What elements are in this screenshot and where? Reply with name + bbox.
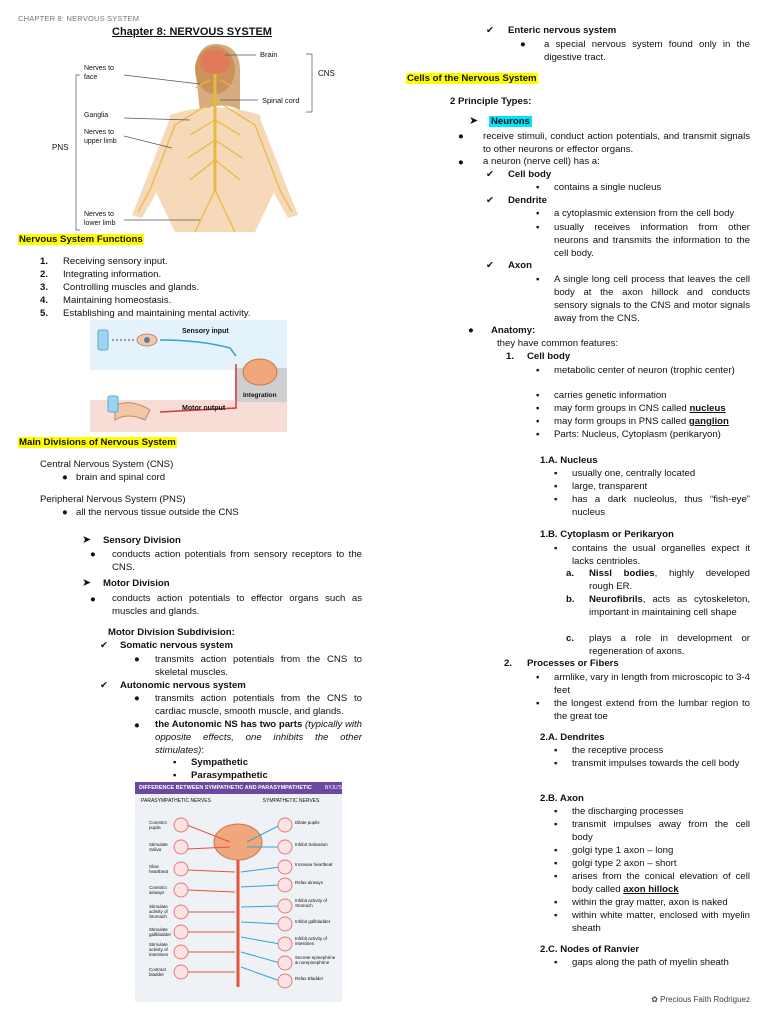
figure3-logo: BYJU'S <box>325 785 342 791</box>
pns-item: Peripheral Nervous System (PNS) <box>40 494 186 505</box>
cells-heading: Cells of the Nervous System <box>407 73 537 84</box>
symp-label-8: Secrete epinephrine & norepinephrine <box>295 955 336 965</box>
sensory-arrow-icon: ➤ <box>82 534 92 546</box>
axon2-5: ▪ arises from the conical elevation of cell body called axon hillock <box>572 870 750 896</box>
function-item-1: 1. <box>40 256 49 267</box>
motor-dot: ● <box>90 594 96 605</box>
label-upper: Nerves to upper limb <box>84 129 117 145</box>
nucleus-heading: 1.A. Nucleus <box>540 455 598 466</box>
label-sensory-input: Sensory input <box>182 328 229 335</box>
sensory-dot: ● <box>90 549 96 560</box>
axon2-6: ▪ within the gray matter, axon is naked <box>572 897 728 909</box>
pf-2: ▪ the longest extend from the lumbar region to the great toe <box>554 697 750 723</box>
neurons-label: Neurons <box>491 116 530 127</box>
dendrite-label: Dendrite <box>508 195 547 206</box>
cns-bullet: brain and spinal cord <box>76 472 166 483</box>
axon2-7: ▪ within white matter, enclosed with myelin sheath <box>572 909 750 935</box>
symp-label-6: Inhibit gallbladder <box>295 919 331 924</box>
cb-item-3: ▪ may form groups in CNS called nucleus <box>554 403 726 415</box>
function-item-5: 5. <box>40 308 49 319</box>
cb-item-5: ▪ Parts: Nucleus, Cytoplasm (perikaryon) <box>554 429 721 441</box>
neuron-text-2: a neuron (nerve cell) has a: <box>483 156 600 167</box>
figure3-title: DIFFERENCE BETWEEN SYMPATHETIC AND PARASYMPATHETIC <box>139 785 312 791</box>
dendrite-text-1: ▪ a cytoplasmic extension from the cell body <box>554 208 734 220</box>
label-lower: Nerves to lower limb <box>84 211 116 227</box>
pf-heading: Processes or Fibers <box>527 658 619 669</box>
nucleus-3: ▪ has a dark nucleolus, thus “fish-eye” nucleus <box>572 493 750 519</box>
autonomic: Autonomic nervous system <box>120 680 246 691</box>
symp-label-1: Dilate pupils <box>295 820 320 825</box>
enteric-text: a special nervous system found only in the digestive tract. <box>544 39 750 63</box>
motor-subdivision: Motor Division Subdivision: <box>108 627 235 638</box>
sensory-text: conducts action potentials from sensory receptors to the CNS. <box>112 549 362 573</box>
function-text-5: Establishing and maintaining mental activity. <box>63 308 251 319</box>
cb-item-4: ▪ may form groups in PNS called ganglion <box>554 416 729 428</box>
dendrite-text-2: ▪ usually receives information from other neurons and transmits the information to the cell body. <box>554 221 750 260</box>
sensory-division: Sensory Division <box>103 535 181 546</box>
para-label-5: Stimulate activity of Stomach <box>149 904 168 919</box>
para-label-2: Stimulate Saliva <box>149 842 168 852</box>
check-icon: ✔ <box>486 195 495 206</box>
symp-label-3: Increase heartbeat <box>295 862 333 867</box>
integration-figure <box>90 320 287 432</box>
auto-text-1: transmits action potentials from the CNS to cardiac muscle, smooth muscle, and glands. <box>155 693 362 717</box>
cytoplasm-a: Nissl bodies, highly developed rough ER. <box>589 568 750 592</box>
somatic-dot: ● <box>134 654 140 665</box>
symp-label-9: Relax Bladder <box>295 976 324 981</box>
anatomy-label: Anatomy: <box>491 325 536 336</box>
figure3-left-head: PARASYMPATHETIC NERVES <box>141 798 211 804</box>
somatic-text: transmits action potentials from the CNS to skeletal muscles. <box>155 654 362 678</box>
nucleus-2: ▪ large, transparent <box>572 481 647 493</box>
cns-bullet-dot: ● <box>62 472 68 483</box>
function-text-2: Integrating information. <box>63 269 162 280</box>
symp-para-figure <box>135 782 342 1002</box>
label-face: Nerves to face <box>84 65 114 81</box>
pns-bullet: all the nervous tissue outside the CNS <box>76 507 239 518</box>
cns-item: Central Nervous System (CNS) <box>40 459 174 470</box>
divisions-heading: Main Divisions of Nervous System <box>19 437 176 448</box>
para-label-4: Constrict airways <box>149 885 167 895</box>
cb-item-1: ▪ metabolic center of neuron (trophic center) <box>554 364 750 377</box>
n-dot-2: ● <box>458 157 464 168</box>
para-label-6: Stimulate gallbladder <box>149 927 172 937</box>
check-icon: ✔ <box>486 169 495 180</box>
somatic: Somatic nervous system <box>120 640 234 651</box>
axon2-4: ▪ golgi type 2 axon – short <box>572 858 677 870</box>
figure3-right-head: SYMPATHETIC NERVES <box>262 798 320 804</box>
neurons-arrow-icon: ➤ <box>469 115 479 127</box>
label-cord: Spinal cord <box>262 96 300 105</box>
symp-label-4: Relax airways <box>295 880 324 885</box>
page-header: CHAPTER 8: NERVOUS SYSTEM <box>18 14 140 23</box>
ranvier-1: ▪ gaps along the path of myelin sheath <box>572 957 729 969</box>
axon2-heading: 2.B. Axon <box>540 793 584 804</box>
author-logo-icon: ✿ <box>651 995 661 1004</box>
nucleus-1: ▪ usually one, centrally located <box>572 468 695 480</box>
label-cns: CNS <box>318 69 335 78</box>
enteric: Enteric nervous system <box>508 25 617 36</box>
ranvier-heading: 2.C. Nodes of Ranvier <box>540 944 640 955</box>
function-item-4: 4. <box>40 295 49 306</box>
para-label-8: Contract bladder <box>149 967 167 977</box>
motor-text: conducts action potentials to effector organs such as muscles and glands. <box>112 593 362 617</box>
functions-heading: Nervous System Functions <box>19 234 143 245</box>
cb-heading: Cell body <box>527 351 571 362</box>
function-text-3: Controlling muscles and glands. <box>63 282 199 293</box>
axon2-1: ▪ the discharging processes <box>572 806 683 818</box>
common-features: they have common features: <box>497 338 619 349</box>
pf-1: ▪ armlike, vary in length from microscopic to 3-4 feet <box>554 671 750 697</box>
axon-label: Axon <box>508 260 532 271</box>
nervous-system-figure <box>50 40 350 232</box>
dendrites-2: ▪ transmit impulses towards the cell body <box>572 757 750 770</box>
label-integration: Integration <box>243 392 277 399</box>
parasympathetic: ▪ Parasympathetic <box>191 770 268 782</box>
para-label-3: Slow heartbeat <box>149 864 169 874</box>
footer-author: ✿ Precious Faith Rodriguez <box>651 995 750 1004</box>
check-icon: ✔ <box>100 640 109 651</box>
cytoplasm-c: plays a role in development or regeneration of axons. <box>589 633 750 657</box>
symp-label-5: Inhibit activity of Stomach <box>295 898 328 908</box>
principle-types: 2 Principle Types: <box>450 96 532 107</box>
axon-text: ▪ A single long cell process that leaves the cell body at the axon hillock and conducts sensory signals to the CNS and motor signals away from the CNS. <box>554 273 750 325</box>
neuron-text-1: receive stimuli, conduct action potentials, and transmit signals to other neurons or effector organs. <box>483 131 750 155</box>
function-item-3: 3. <box>40 282 49 293</box>
para-label-7: Stimulate activity of intestines <box>149 942 169 957</box>
motor-division: Motor Division <box>103 578 170 589</box>
auto-text-2: the Autonomic NS has two parts (typically with opposite effects, one inhibits the other stimulates): <box>155 719 363 756</box>
function-text-1: Receiving sensory input. <box>63 256 168 267</box>
sympathetic: ▪ Sympathetic <box>191 757 248 769</box>
function-item-2: 2. <box>40 269 49 280</box>
cyt-a-letter: a. <box>566 568 575 579</box>
check-icon: ✔ <box>100 680 109 691</box>
auto-dot-2: ● <box>134 720 140 731</box>
label-ganglia: Ganglia <box>84 112 109 119</box>
check-icon: ✔ <box>486 25 495 36</box>
cytoplasm-b: Neurofibrils, acts as cytoskeleton, important in maintaining cell shape <box>589 594 750 618</box>
dendrites-1: ▪ the receptive process <box>572 745 663 757</box>
para-label-1: Constrict pupils <box>149 820 167 830</box>
enteric-dot: ● <box>520 39 526 50</box>
cell-body-label: Cell body <box>508 169 552 180</box>
label-motor-output: Motor output <box>182 405 226 412</box>
label-brain: Brain <box>260 50 278 59</box>
cyt-c-letter: c. <box>566 633 575 644</box>
motor-arrow-icon: ➤ <box>82 577 92 589</box>
auto-dot-1: ● <box>134 693 140 704</box>
n-dot-1: ● <box>458 131 464 142</box>
axon2-3: ▪ golgi type 1 axon – long <box>572 845 673 857</box>
pns-bullet-dot: ● <box>62 507 68 518</box>
anatomy-dot: ● <box>468 325 474 336</box>
cb-number: 1. <box>506 351 515 362</box>
cyt-b-letter: b. <box>566 594 575 605</box>
dendrites-heading: 2.A. Dendrites <box>540 732 605 743</box>
cytoplasm-1: ▪ contains the usual organelles expect it lacks centrioles. <box>572 542 750 568</box>
label-pns: PNS <box>52 143 69 152</box>
cytoplasm-heading: 1.B. Cytoplasm or Perikaryon <box>540 529 674 540</box>
pf-number: 2. <box>504 658 513 669</box>
axon2-2: ▪ transmit impulses away from the cell body <box>572 818 750 844</box>
symp-label-7: Inhibit activity of intestines <box>295 936 328 946</box>
function-text-4: Maintaining homeostasis. <box>63 295 172 306</box>
symp-label-2: Inhibit Salivation <box>295 842 328 847</box>
cell-body-text: ▪ contains a single nucleus <box>554 182 661 194</box>
cb-item-2: ▪ carries genetic information <box>554 390 667 402</box>
check-icon: ✔ <box>486 260 495 271</box>
page-title: Chapter 8: NERVOUS SYSTEM <box>112 26 272 38</box>
